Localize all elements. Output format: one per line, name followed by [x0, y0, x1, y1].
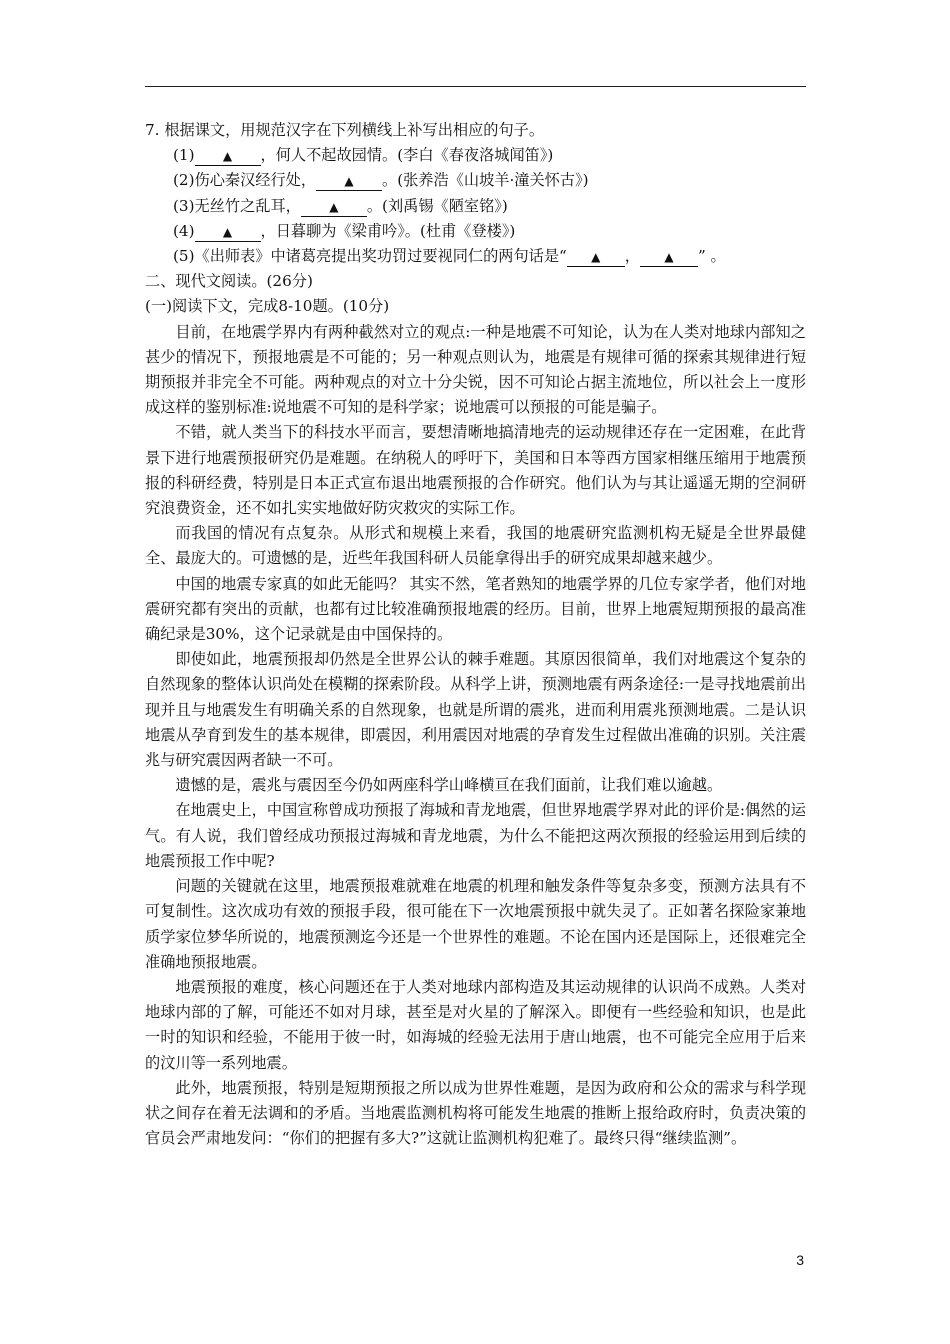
paragraph: 即使如此，地震预报却仍然是全世界公认的棘手难题。其原因很简单，我们对地震这个复杂的自然现象的整体认识尚处在模糊的探索阶段。从科学上讲，预测地震有两条途径:一是寻找地震前出现并且与地震发生有明确关系的自然现象，也就是所谓的震兆，进而利用震兆预测地震。二是认识地震从孕育到发生的基本规律，即震因，利用震因对地震的孕育发生过程做出准确的识别。关注震兆与研究震因两者缺一不可。: [145, 650, 806, 770]
answer-blank[interactable]: [316, 171, 382, 191]
item-prefix: (4): [173, 221, 195, 240]
paragraph: 中国的地震专家真的如此无能吗？ 其实不然，笔者熟知的地震学界的几位专家学者，他们对地震研究都有突出的贡献，也都有过比较准确预报地震的经历。目前，世界上地震短期预报的最高准确纪录是30%，这个记录就是由中国保持的。: [145, 574, 806, 644]
answer-blank[interactable]: [301, 197, 367, 217]
question-7-item-4: [145, 219, 806, 244]
answer-blank[interactable]: [195, 146, 261, 166]
paragraph: 此外，地震预报，特别是短期预报之所以成为世界性难题，是因为政府和公众的需求与科学现状之间存在着无法调和的矛盾。当地震监测机构将可能发生地震的推断上报给政府时，负责决策的官员会严肃地发问：“你们的把握有多大?”这就让监测机构犯难了。最终只得“继续监测”。: [145, 1078, 806, 1148]
answer-blank[interactable]: [567, 247, 625, 267]
item-prefix: (3)无丝竹之乱耳，: [173, 196, 301, 215]
section-subheading: (一)阅读下文，完成8-10题。(10分): [145, 297, 390, 316]
triangle-icon: ▲: [344, 174, 354, 189]
triangle-icon: ▲: [222, 224, 233, 239]
paragraph: 在地震史上，中国宣称曾成功预报了海城和青龙地震，但世界地震学界对此的评价是:偶然的运气。有人说，我们曾经成功预报过海城和青龙地震，为什么不能把这两次预报的经验运用到后续的地震预报工作中呢?: [145, 801, 806, 870]
item-separator: ，: [624, 247, 640, 266]
question-7-item-2: [145, 168, 806, 193]
item-text: 。(刘禹锡《陋室铭》): [366, 196, 508, 215]
section-heading: 二、现代文阅读。(26分): [145, 272, 313, 291]
triangle-icon: ▲: [591, 250, 601, 265]
triangle-icon: ▲: [222, 149, 233, 164]
question-7-item-1: [145, 143, 806, 168]
item-text: ，日暮聊为《梁甫吟》。(杜甫《登楼》): [260, 221, 516, 240]
paragraph: 而我国的情况有点复杂。从形式和规模上来看，我国的地震研究监测机构无疑是全世界最健全、最庞大的。可遗憾的是，近些年我国科研人员能拿得出手的研究成果却越来越少。: [145, 524, 806, 568]
paragraph: 不错，就人类当下的科技水平而言，要想清晰地搞清地壳的运动规律还存在一定困难，在此背景下进行地震预报研究仍是难题。在纳税人的呼吁下，美国和日本等西方国家相继压缩用于地震预报的科研经费，特别是日本正式宣布退出地震预报的合作研究。他们认为与其让遥遥无期的空洞研究浪费资金，还不如扎实实地做好防灾救灾的实际工作。: [145, 423, 806, 518]
item-prefix: (5)《出师表》中诸葛亮提出奖功罚过要视同仁的两句话是“: [173, 247, 567, 266]
triangle-icon: ▲: [664, 250, 674, 265]
item-prefix: (1): [173, 146, 195, 165]
item-text: ，何人不起故园情。(李白《春夜洛城闻笛》): [260, 146, 554, 165]
triangle-icon: ▲: [329, 199, 339, 214]
paragraph: 问题的关键就在这里，地震预报难就难在地震的机理和触发条件等复杂多变，预测方法具有不可复制性。这次成功有效的预报手段，很可能在下一次地震预报中就失灵了。正如著名探险家兼地质学家位梦华所说的，地震预测迄今还是一个世界性的难题。不论在国内还是国际上，还很难完全准确地预报地震。: [145, 877, 806, 971]
paragraph: 遗憾的是，震兆与震因至今仍如两座科学山峰横亘在我们面前，让我们难以逾越。: [175, 776, 723, 795]
item-text: 。(张养浩《山坡羊·潼关怀古》): [382, 171, 589, 190]
paragraph: 地震预报的难度，核心问题还在于人类对地球内部构造及其运动规律的认识尚不成熟。人类对地球内部的了解，可能还不如对月球，甚至是对火星的了解深入。即便有一些经验和知识，也是此一时的知识和经验，不能用于彼一时，如海城的经验无法用于唐山地震，也不可能完全应用于后来的汶川等一系列地震。: [145, 977, 806, 1072]
page-content: [145, 118, 806, 1151]
item-prefix: (2)伤心秦汉经行处，: [173, 171, 317, 190]
paragraph: 目前，在地震学界内有两种截然对立的观点:一种是地震不可知论，认为在人类对地球内部知之甚少的情况下，预报地震是不可能的；另一种观点则认为，地震是有规律可循的探索其规律进行短期预报并非完全不可能。两种观点的对立十分尖锐，因不可知论占据主流地位，所以社会上一度形成这样的鉴别标准:说地震不可知的是科学家；说地震可以预报的可能是骗子。: [145, 322, 806, 417]
question-7-item-5: [145, 244, 806, 269]
item-text: ” 。: [697, 247, 726, 266]
answer-blank[interactable]: [195, 222, 261, 242]
question-7-item-3: [145, 194, 806, 219]
answer-blank[interactable]: [640, 247, 698, 267]
header-rule: [145, 86, 806, 87]
question-7-stem: 7. 根据课文，用规范汉字在下列横线上补写出相应的句子。: [145, 121, 545, 139]
page-number: 3: [796, 1252, 804, 1268]
